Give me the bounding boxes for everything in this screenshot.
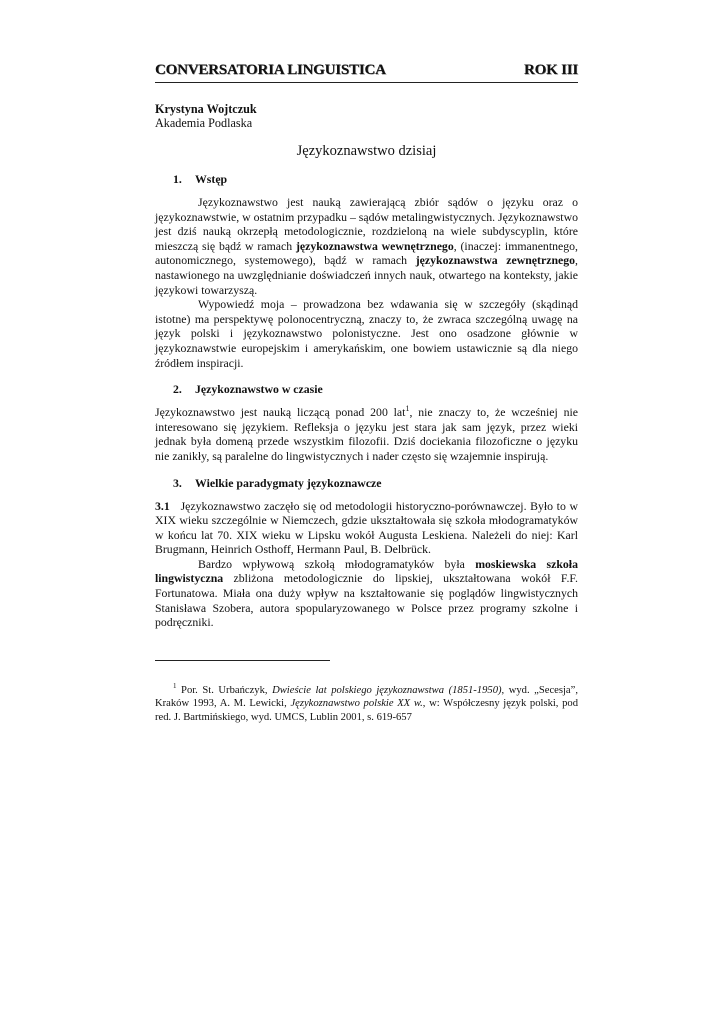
text-run: zbliżona metodologicznie do lipskiej, ukształtowana wokół F.F. Fortunatowa. Miała ona duży wpływ na kształtowanie się poglądów lingwistycznych Stanisława Szobera, autora spopularyzowanego w Polsce przez programy szkolne i podręczniki. <box>155 571 578 630</box>
footnote-divider <box>155 660 330 661</box>
author-affiliation: Akademia Podlaska <box>155 116 253 130</box>
text-run: Językoznawstwo jest nauką zawierającą zbiór sądów o języku oraz o językoznawstwie, w ostatnim przypadku – sądów metalingwistycznych. Językoznawstwo jest dziś nauką okrzepłą metodologicznie, rozdzieloną na wiele subdyscyplin, które mieszczą się bądź w ramach <box>155 195 578 253</box>
italic-title: Dwieście lat polskiego językoznawstwa (1851-1950) <box>272 685 502 696</box>
section-number: 2. <box>173 382 182 397</box>
footnote <box>155 684 578 724</box>
section-number: 1. <box>173 172 182 186</box>
bold-term: językoznawstwa wewnętrznego <box>295 238 454 253</box>
subsection-number: 3.1 <box>155 498 170 513</box>
article-title: Językoznawstwo dzisiaj <box>296 143 437 159</box>
paragraph <box>155 499 578 557</box>
bold-term: językoznawstwa zewnętrznego <box>415 253 576 268</box>
text-run: Por. St. Urbańczyk, <box>176 685 273 696</box>
section-title: Wstęp <box>195 172 228 186</box>
footnote-mark: 1 <box>173 682 177 691</box>
section-title: Wielkie paradygmaty językoznawcze <box>195 475 382 490</box>
journal-name: CONVERSATORIA LINGUISTICA <box>155 62 386 78</box>
paragraph: Wypowiedź moja – prowadzona bez wdawania się w szczegóły (skądinąd istotne) ma perspektywę polonocentryczną, znaczy to, że zwraca szczególną uwagę na język polski i językoznawstwo polonistyczne. Jest ono osadzone głównie w językoznawstwie europejskim i amerykańskim, one bowiem ustawicznie są dla niego źródłem inspiracji. <box>155 297 578 370</box>
section-heading-3 <box>173 476 578 491</box>
text-run: , (inaczej: immanentnego, autonomicznego, systemowego), bądź w ramach <box>155 238 578 268</box>
section-title: Językoznawstwo w czasie <box>195 382 323 397</box>
section-heading-2 <box>173 382 578 397</box>
page-body <box>155 62 578 630</box>
author-name: Krystyna Wojtczuk <box>155 102 257 116</box>
text-run: , w: Współczesny język polski, pod red. J. Bartmińskiego, wyd. UMCS, Lublin 2001, s. 619-657 <box>155 698 579 723</box>
author-block <box>155 102 578 130</box>
section-number: 3. <box>173 475 182 490</box>
text-run: , wyd. „Secesja”, Kraków 1993, A. M. Lewicki, <box>155 685 578 710</box>
text-run: Bardzo wpływową szkołą młodogramatyków była <box>198 556 476 571</box>
paragraph <box>155 405 578 463</box>
footnote-reference[interactable]: 1 <box>405 404 410 414</box>
text-run: Językoznawstwo zaczęło się od metodologii historyczno-porównawczej. Było to w XIX wieku szczególnie w Niemczech, gdzie ukształtowała się szkoła młodogramatyków w końcu lat 70. XIX wieku w Lipsku wokół Augusta Leskiena. Należeli do niej: Karl Brugmann, Heinrich Osthoff, Hermann Paul, B. Delbrück. <box>155 498 578 557</box>
text-run: Językoznawstwo jest nauką liczącą ponad 200 lat <box>155 405 406 420</box>
bold-term: moskiewska szkoła lingwistyczna <box>155 556 578 586</box>
running-header <box>155 62 578 83</box>
text-run: , nastawionego na uwzględnianie doświadczeń innych nauk, otwartego na konteksty, jakie językowi towarzyszą. <box>155 253 578 297</box>
italic-title: Językoznawstwo polskie XX w. <box>290 698 423 710</box>
volume-label: ROK III <box>523 62 578 78</box>
section-heading-1 <box>173 172 578 187</box>
text-run: , nie znaczy to, że wcześniej nie interesowano się językiem. Refleksja o języku jest stara jak sam język, przez wieki jednak była domeną przede wszystkim filozofii. Dziś dociekania filozoficzne o języku nie zanikły, są paralelne do lingwistycznych i nader często się wzajemnie inspirują. <box>155 405 578 463</box>
paragraph <box>155 195 578 297</box>
paragraph <box>155 557 578 630</box>
